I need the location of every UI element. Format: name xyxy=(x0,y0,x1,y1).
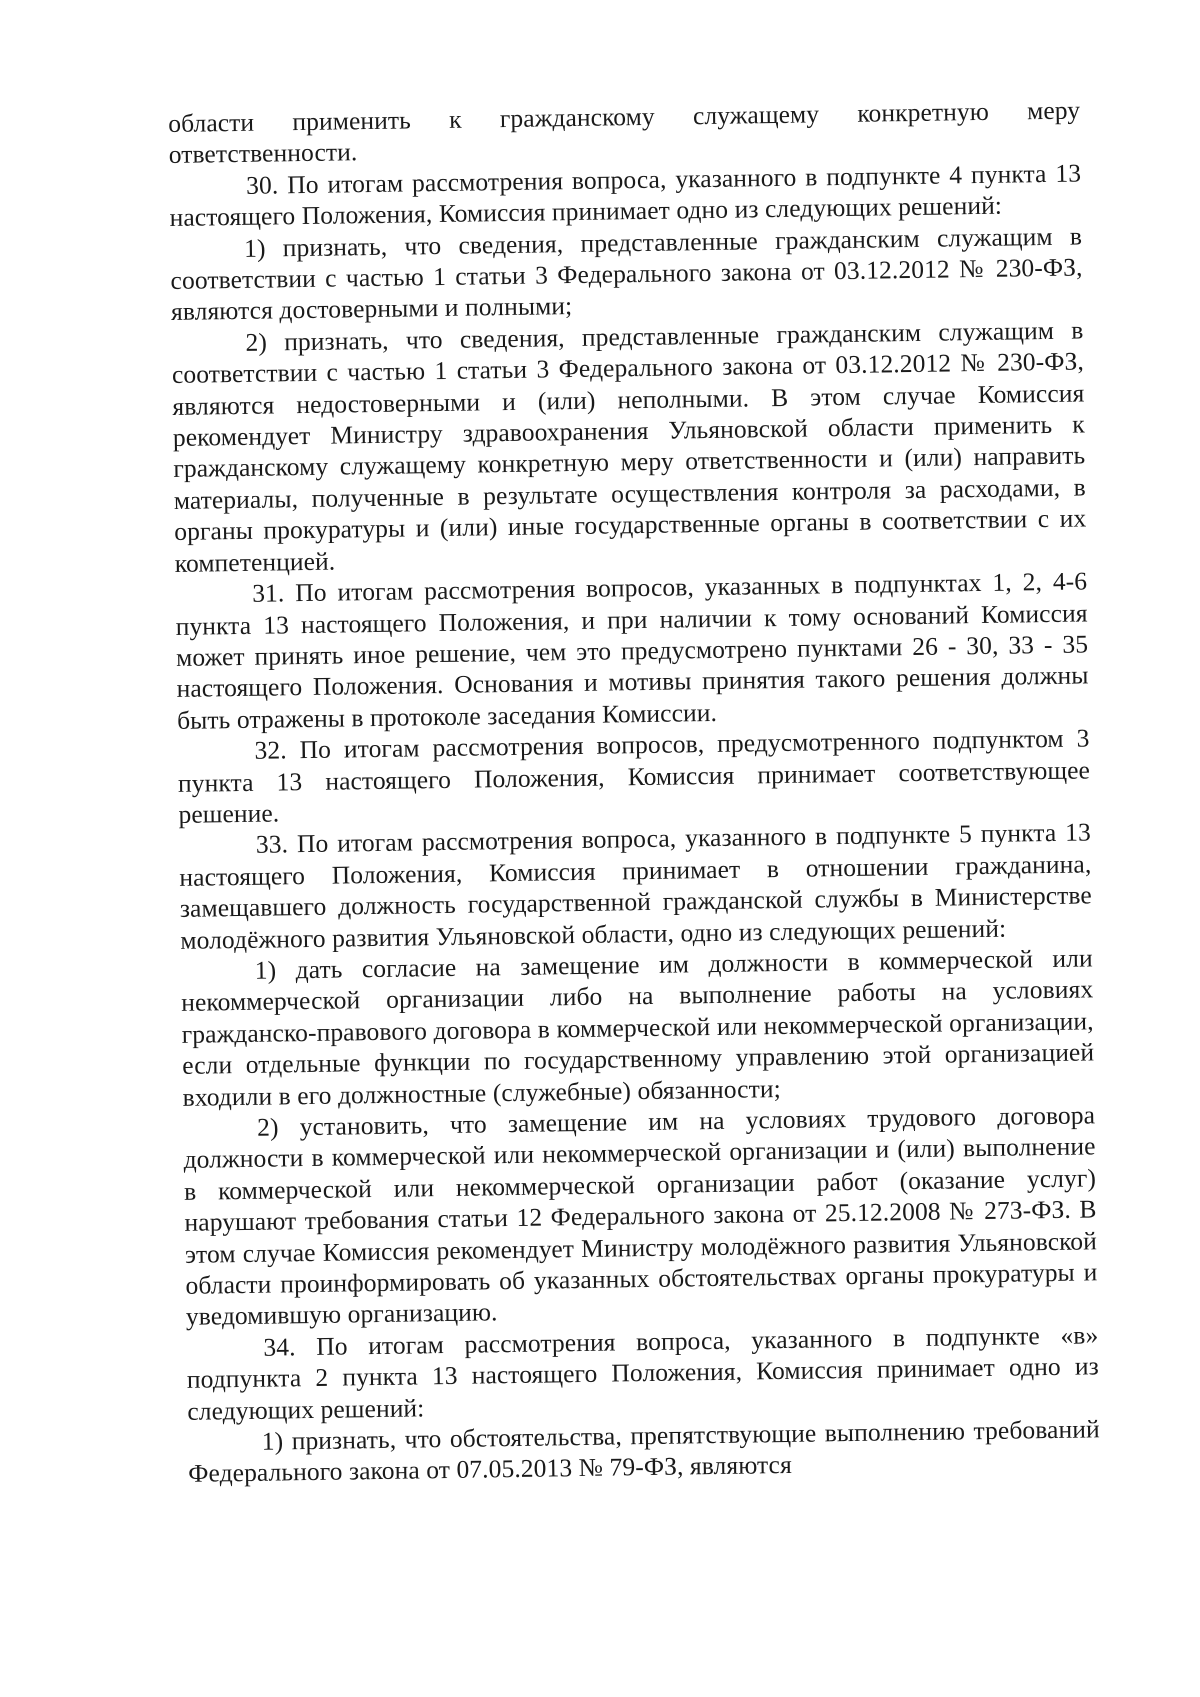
clause-30-item-1: 1) признать, что сведения, представленные гражданским служащим в соответствии с частью 1 статьи 3 Федерального закона от 03.12.2012 № 230-ФЗ, являются достоверными и полными; xyxy=(170,221,1083,327)
clause-34-item-1: 1) признать, что обстоятельства, препятствующие выполнению требований Федерального закона от 07.05.2013 № 79-ФЗ, являются xyxy=(188,1414,1100,1489)
clause-33: 33. По итогам рассмотрения вопроса, указанного в подпункте 5 пункта 13 настоящего Положения, Комиссия принимает в отношении гражданина, замещавшего должность государственной гражданской службы в Министерстве молодёжного развития Ульяновской области, одно из следующих решений: xyxy=(179,817,1092,955)
clause-31: 31. По итогам рассмотрения вопросов, указанных в подпунктах 1, 2, 4-6 пункта 13 настоящего Положения, и при наличии к тому оснований Комиссия может принять иное решение, чем это предусмотрено пунктами 26 - 30, 33 - 35 настоящего Положения. Основания и мотивы принятия такого решения должны быть отражены в протоколе заседания Комиссии. xyxy=(175,566,1089,735)
clause-30: 30. По итогам рассмотрения вопроса, указанного в подпункте 4 пункта 13 настоящего Положения, Комиссия принимает одно из следующих решений: xyxy=(169,158,1082,233)
clause-32: 32. По итогам рассмотрения вопросов, предусмотренного подпунктом 3 пункта 13 настоящего Положения, Комиссия принимает соответствующее решение. xyxy=(177,723,1091,829)
clause-33-item-1: 1) дать согласие на замещение им должности в коммерческой или некоммерческой организации либо на выполнение работы на условиях гражданско-правового договора в коммерческой или некоммерческой организации, если отдельные функции по государственному управлению этой организацией входили в его должностные (служебные) обязанности; xyxy=(181,943,1095,1112)
clause-34: 34. По итогам рассмотрения вопроса, указанного в подпункте «в» подпункта 2 пункта 13 настоящего Положения, Комиссия принимает одно из следующих решений: xyxy=(186,1320,1099,1426)
clause-30-item-2: 2) признать, что сведения, представленные гражданским служащим в соответствии с частью 1 статьи 3 Федерального закона от 03.12.2012 № 230-ФЗ, являются недостоверными и (или) неполными. В этом случае Комиссия рекомендует Министру здравоохранения Ульяновской области применить к гражданскому служащему конкретную меру ответственности и (или) направить материалы, полученные в результате осуществления контроля за расходами, в органы прокуратуры и (или) иные государственные органы в соответствии с их компетенцией. xyxy=(171,315,1087,578)
paragraph-continuation: области применить к гражданскому служащему конкретную меру ответственности. xyxy=(168,95,1081,170)
document-body xyxy=(168,94,1100,1489)
clause-33-item-2: 2) установить, что замещение им на условиях трудового договора должности в коммерческой или некоммерческой организации и (или) выполнение в коммерческой или некоммерческой организации работ (оказание услуг) нарушают требования статьи 12 Федерального закона от 25.12.2008 № 273-ФЗ. В этом случае Комиссия рекомендует Министру молодёжного развития Ульяновской области проинформировать об указанных обстоятельствах органы прокуратуры и уведомившую организацию. xyxy=(183,1100,1098,1332)
